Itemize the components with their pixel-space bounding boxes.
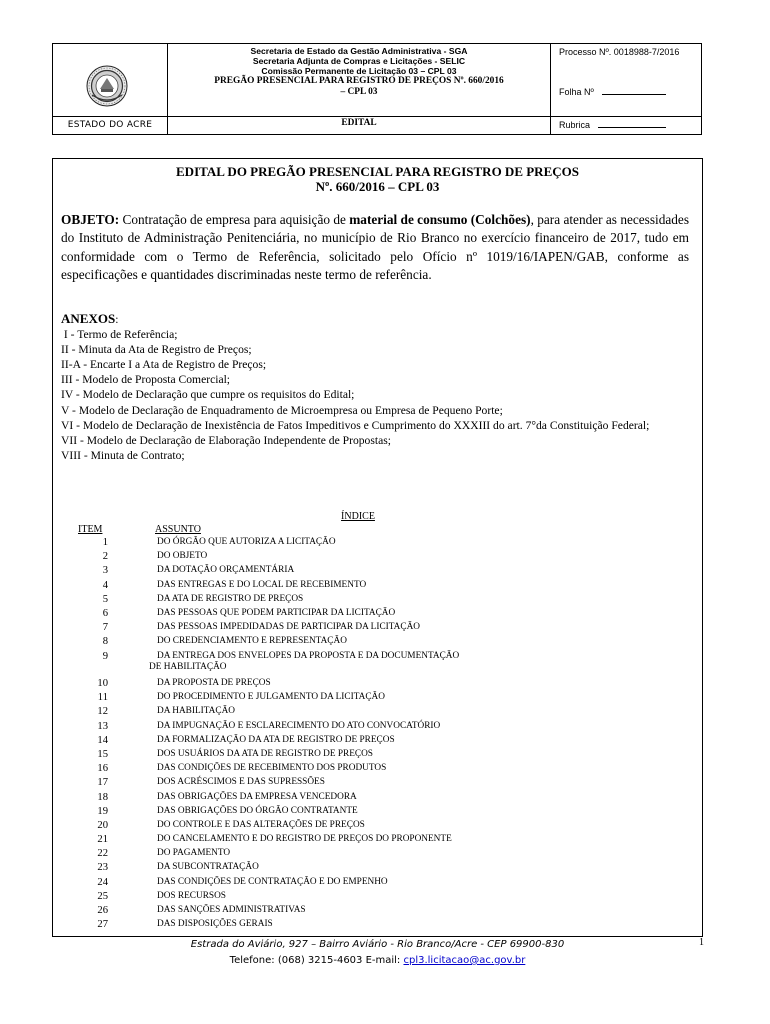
state-name: ESTADO DO ACRE	[67, 120, 153, 130]
indice-row	[70, 749, 630, 763]
anexo-item: III - Modelo de Proposta Comercial;	[61, 373, 231, 387]
objeto-paragraph	[61, 211, 689, 284]
indice-row	[70, 580, 630, 594]
indice-row	[70, 678, 630, 692]
indice-item-number: 7	[102, 622, 108, 634]
anexo-item: VI - Modelo de Declaração de Inexistência de Fatos Impeditivos e Cumprimento do XXXIII do art. 7°da Constituição Federal;	[61, 418, 650, 432]
indice-item-number: 18	[97, 791, 108, 803]
indice-item-subject: DO ÓRGÃO QUE AUTORIZA A LICITAÇÃO	[157, 537, 336, 547]
indice-item-number: 5	[102, 593, 108, 605]
indice-item-subject: DA PROPOSTA DE PREÇOS	[157, 678, 271, 688]
indice-item-number: 3	[102, 565, 108, 577]
indice-item-number: 11	[97, 692, 108, 704]
indice-item-subject-line: DE HABILITAÇÃO	[149, 661, 227, 672]
indice-row	[70, 862, 630, 876]
process-number: Processo Nº. 0018988-7/2016	[559, 47, 680, 57]
objeto-bold: material de consumo (Colchões)	[349, 212, 531, 227]
indice-item-subject: DAS ENTREGAS E DO LOCAL DE RECEBIMENTO	[157, 579, 367, 590]
header-secretaria: Secretaria de Estado da Gestão Administrativa - SGA	[250, 46, 468, 56]
indice-item-subject: DAS OBRIGAÇÕES DA EMPRESA VENCEDORA	[157, 791, 357, 802]
indice-item-number: 25	[97, 890, 108, 902]
indice-item-number: 9	[102, 650, 108, 662]
indice-item-number: 13	[97, 720, 108, 732]
indice-item-subject: DAS DISPOSIÇÕES GERAIS	[157, 919, 273, 930]
indice-table	[70, 537, 630, 933]
indice-row	[70, 537, 630, 551]
indice-item-subject: DO PAGAMENTO	[157, 848, 231, 859]
indice-item-number: 23	[97, 862, 108, 874]
header-comissao: Comissão Permanente de Licitação 03 – CPL 03	[261, 66, 457, 76]
indice-item-number: 10	[97, 678, 108, 689]
indice-item-subject: DA ATA DE REGISTRO DE PREÇOS	[157, 593, 304, 604]
indice-row	[70, 651, 630, 679]
anexo-item: VIII - Minuta de Contrato;	[61, 448, 185, 462]
indice-item-number: 8	[102, 636, 108, 648]
footer-contact	[52, 953, 703, 969]
indice-item-subject: DAS OBRIGAÇÕES DO ÓRGÃO CONTRATANTE	[157, 805, 358, 816]
indice-item-subject: DAS PESSOAS IMPEDIDADAS DE PARTICIPAR DA LICITAÇÃO	[157, 622, 421, 633]
anexo-item: IV - Modelo de Declaração que cumpre os requisitos do Edital;	[61, 388, 355, 402]
indice-col-item: ITEM	[78, 524, 103, 535]
indice-item-number: 1	[102, 537, 108, 548]
indice-item-subject-line: DA ENTREGA DOS ENVELOPES DA PROPOSTA E DA DOCUMENTAÇÃO	[157, 650, 460, 661]
indice-item-number: 20	[97, 819, 108, 831]
title-line-2: Nº. 660/2016 – CPL 03	[315, 179, 440, 194]
indice-row	[70, 806, 630, 820]
indice-item-number: 22	[97, 848, 108, 860]
indice-row	[70, 735, 630, 749]
indice-item-subject: DA SUBCONTRATAÇÃO	[157, 862, 259, 873]
indice-item-subject: DA IMPUGNAÇÃO E ESCLARECIMENTO DO ATO CONVOCATÓRIO	[157, 720, 441, 731]
indice-title: ÍNDICE	[341, 511, 375, 522]
rubrica-label: Rubrica	[559, 120, 591, 130]
indice-row	[70, 848, 630, 862]
indice-row	[70, 792, 630, 806]
indice-row	[70, 594, 630, 608]
header-emblem-cell	[53, 44, 168, 134]
indice-item-subject: DA FORMALIZAÇÃO DA ATA DE REGISTRO DE PREÇOS	[157, 734, 395, 745]
page-title	[52, 164, 703, 194]
indice-item-subject: DO CONTROLE E DAS ALTERAÇÕES DE PREÇOS	[157, 819, 365, 830]
anexo-item: VII - Modelo de Declaração de Elaboração Independente de Propostas;	[61, 433, 391, 447]
indice-item-number: 26	[97, 905, 108, 916]
indice-row	[70, 608, 630, 622]
indice-item-subject	[108, 651, 459, 673]
anexo-item: II-A - Encarte I a Ata de Registro de Preços;	[61, 358, 267, 372]
header-pregao-cont: – CPL 03	[340, 87, 378, 97]
anexo-item: II - Minuta da Ata de Registro de Preços;	[61, 343, 252, 357]
indice-item-number: 6	[102, 607, 108, 619]
indice-item-subject: DA DOTAÇÃO ORÇAMENTÁRIA	[157, 565, 295, 576]
indice-item-number: 17	[97, 777, 108, 789]
indice-item-subject: DAS CONDIÇÕES DE CONTRATAÇÃO E DO EMPENHO	[157, 876, 388, 887]
header-adjunta: Secretaria Adjunta de Compras e Licitações - SELIC	[252, 56, 466, 66]
footer-address: Estrada do Aviário, 927 – Bairro Aviário - Rio Branco/Acre - CEP 69900-830	[190, 939, 565, 950]
indice-row	[70, 820, 630, 834]
anexo-item: V - Modelo de Declaração de Enquadramento de Microempresa ou Empresa de Pequeno Porte;	[61, 403, 503, 417]
indice-item-number: 4	[102, 579, 108, 591]
indice-row	[70, 636, 630, 650]
indice-col-assunto: ASSUNTO	[155, 524, 201, 535]
indice-item-subject: DO CREDENCIAMENTO E REPRESENTAÇÃO	[157, 636, 347, 647]
document-header	[52, 43, 702, 135]
indice-item-subject: DA HABILITAÇÃO	[157, 706, 236, 717]
indice-item-subject: DAS SANÇÕES ADMINISTRATIVAS	[157, 905, 306, 915]
objeto-text-b: , para atender as necessidades do Instituto de Administração Penitenciária, no município de Rio Branco no exercício financeiro de 2017, tudo em conformidade com o Termo de Referência, solicitado pelo Ofício nº 1019/16/IAPEN/GAB, conforme as especificações e quantidades discriminadas neste termo de referência.	[61, 212, 689, 282]
footer-phone: Telefone: (068) 3215-4603 E-mail:	[229, 955, 404, 966]
indice-row	[70, 891, 630, 905]
state-seal-icon	[86, 65, 128, 107]
header-pregao: PREGÃO PRESENCIAL PARA REGISTRO DE PREÇOS Nº. 660/2016	[214, 76, 504, 86]
indice-item-subject: DOS ACRÉSCIMOS E DAS SUPRESSÕES	[157, 777, 325, 788]
anexos-section	[61, 311, 691, 463]
indice-item-number: 27	[97, 919, 108, 931]
indice-row	[70, 834, 630, 848]
indice-item-number: 24	[97, 876, 108, 888]
indice-item-subject: DO OBJETO	[157, 551, 208, 562]
indice-item-number: 12	[97, 706, 108, 718]
header-edital: EDITAL	[341, 118, 377, 128]
indice-row	[70, 706, 630, 720]
rubrica-blank	[598, 121, 666, 128]
indice-item-number: 21	[97, 834, 108, 846]
indice-row	[70, 777, 630, 791]
indice-item-subject: DOS RECURSOS	[157, 890, 226, 901]
indice-row	[70, 763, 630, 777]
indice-item-number: 15	[97, 748, 108, 760]
page-number: 1	[699, 937, 704, 948]
indice-row	[70, 622, 630, 636]
indice-item-number: 14	[97, 734, 108, 746]
folha-field	[559, 87, 666, 97]
indice-item-subject: DOS USUÁRIOS DA ATA DE REGISTRO DE PREÇOS	[157, 748, 373, 759]
folha-label: Folha Nº	[559, 87, 594, 97]
title-line-1: EDITAL DO PREGÃO PRESENCIAL PARA REGISTRO DE PREÇOS	[176, 164, 579, 179]
indice-item-number: 16	[97, 763, 108, 775]
indice-row	[70, 919, 630, 933]
indice-item-subject: DO CANCELAMENTO E DO REGISTRO DE PREÇOS DO PROPONENTE	[157, 834, 452, 845]
indice-row	[70, 692, 630, 706]
indice-item-number: 19	[97, 805, 108, 817]
objeto-text-a: Contratação de empresa para aquisição de	[119, 212, 350, 227]
indice-row	[70, 551, 630, 565]
indice-row	[70, 565, 630, 579]
anexo-item: I - Termo de Referência;	[61, 328, 178, 342]
indice-row	[70, 877, 630, 891]
indice-row	[70, 905, 630, 919]
anexos-label: ANEXOS	[61, 311, 116, 326]
anexos-colon: :	[115, 313, 119, 326]
indice-item-subject: DAS CONDIÇÕES DE RECEBIMENTO DOS PRODUTOS	[157, 763, 387, 774]
indice-item-subject: DO PROCEDIMENTO E JULGAMENTO DA LICITAÇÃO	[157, 692, 385, 703]
folha-blank	[602, 88, 666, 95]
indice-row	[70, 721, 630, 735]
objeto-label: OBJETO:	[61, 212, 120, 227]
rubrica-field	[559, 120, 666, 130]
indice-item-number: 2	[102, 551, 108, 563]
footer-email-link[interactable]: cpl3.licitacao@ac.gov.br	[403, 955, 526, 966]
indice-item-subject: DAS PESSOAS QUE PODEM PARTICIPAR DA LICITAÇÃO	[157, 607, 396, 618]
page-footer	[52, 937, 703, 969]
